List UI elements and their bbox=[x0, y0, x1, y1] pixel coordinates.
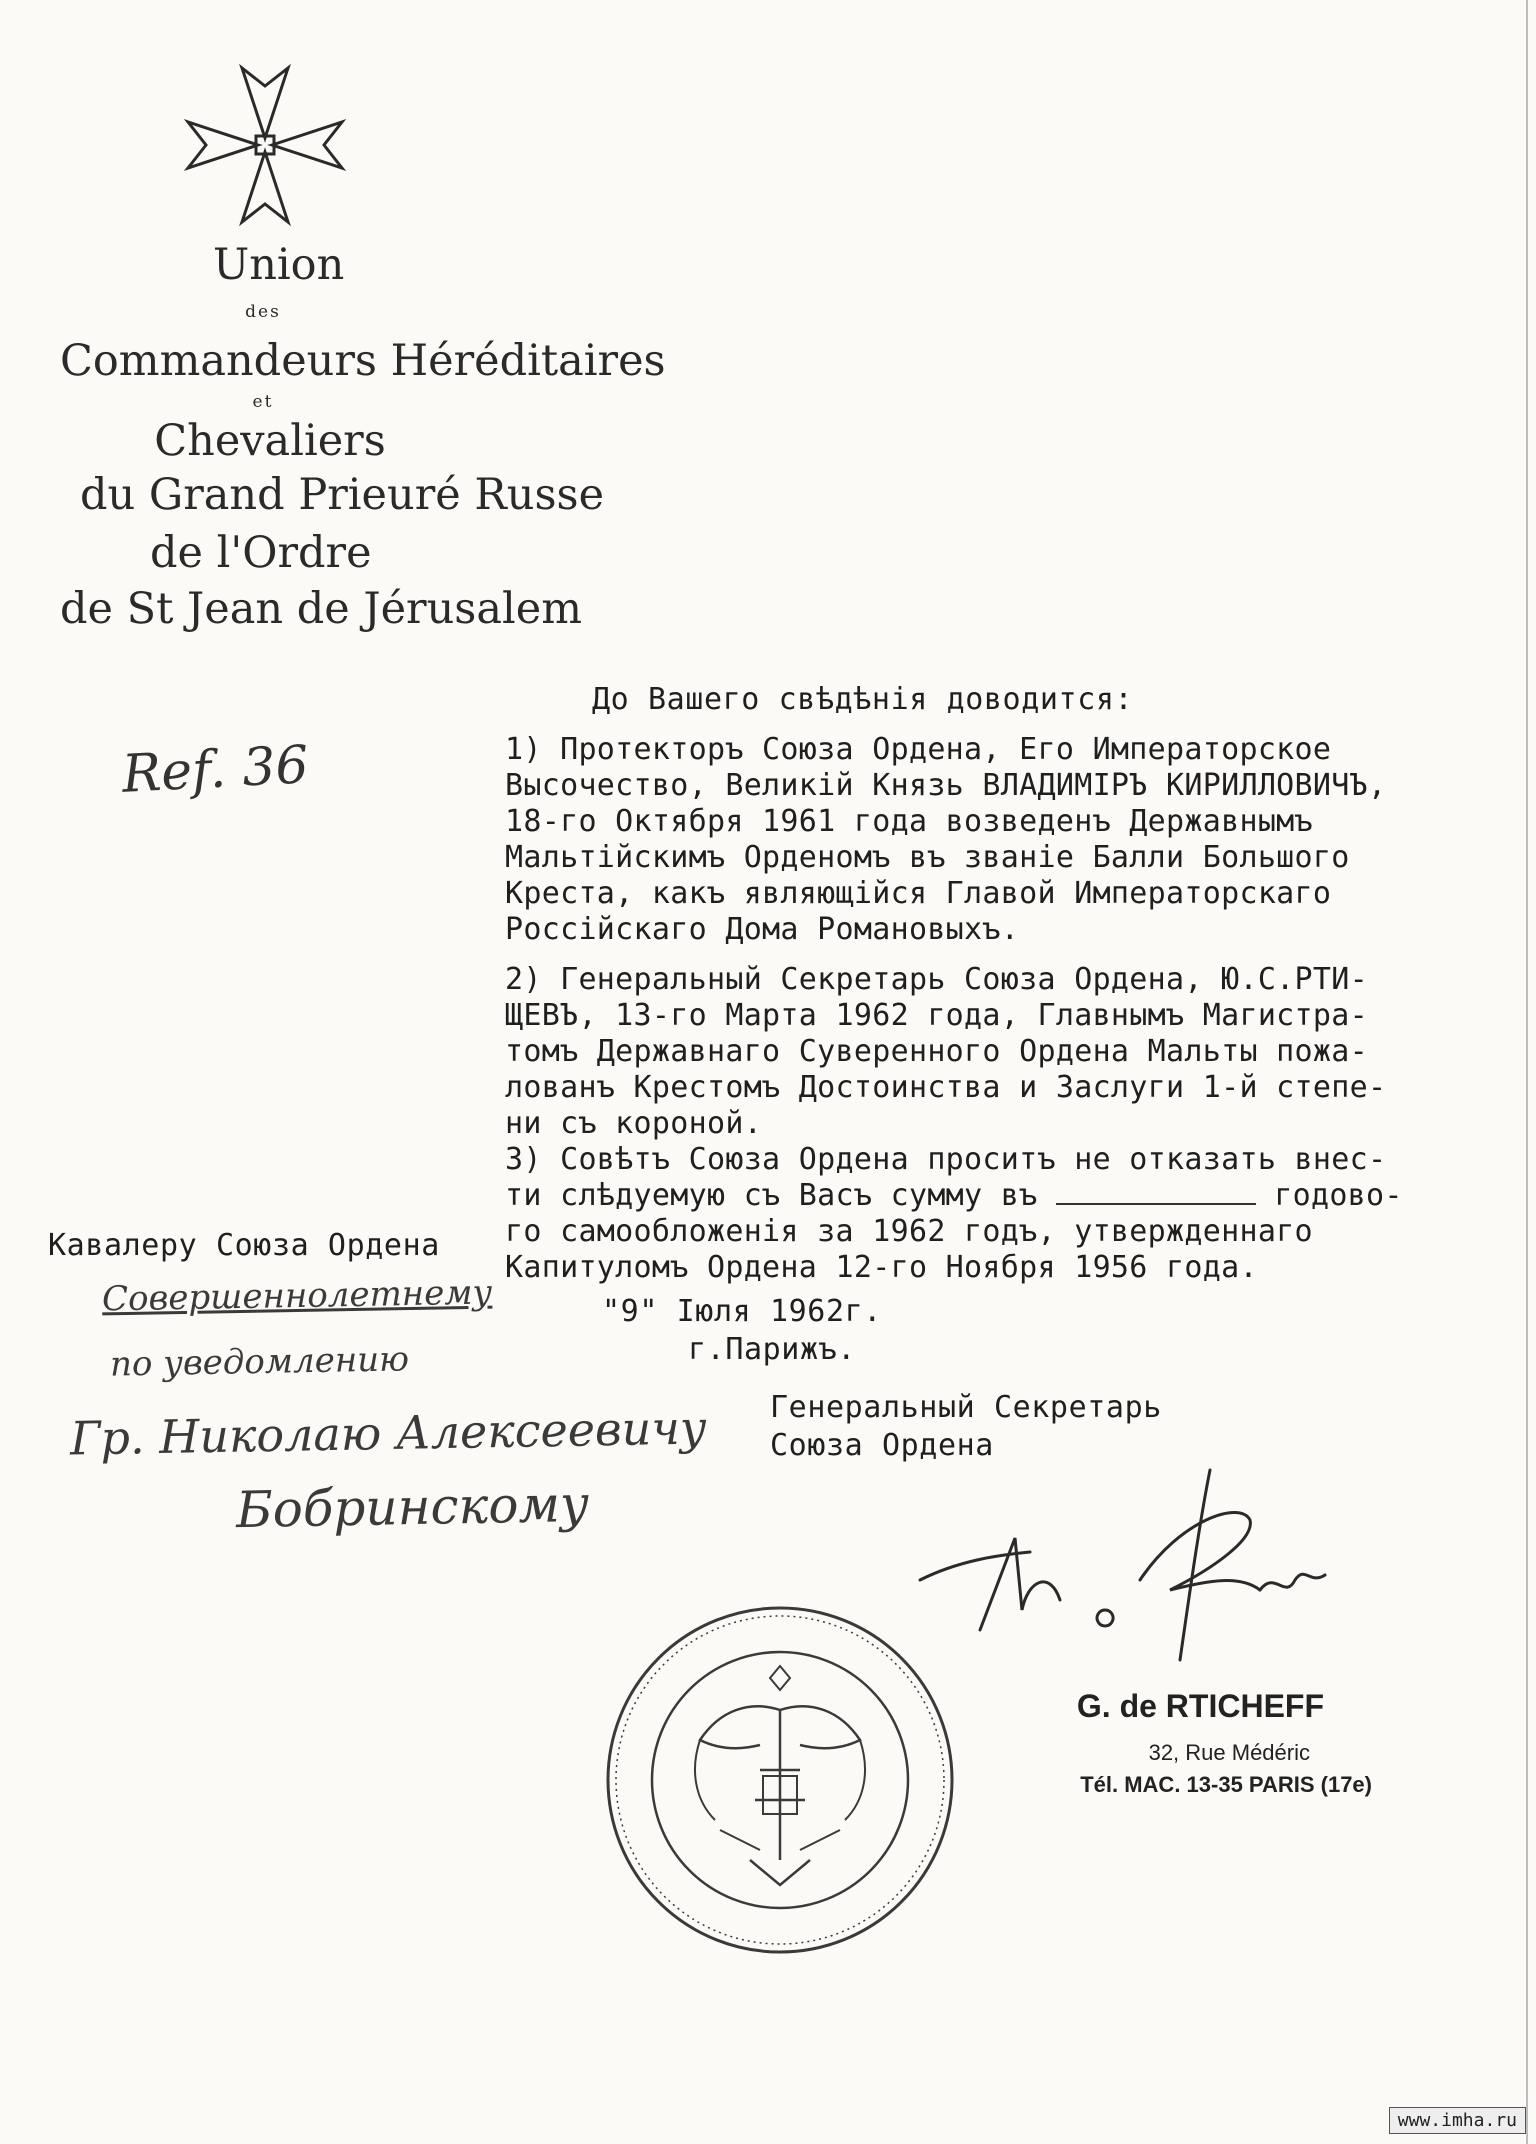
paragraph-3-line bbox=[505, 1178, 1505, 1214]
letterhead-ordre: de l'Ordre bbox=[150, 528, 372, 578]
paragraph-3-line: 3) Совѣтъ Союза Ордена проситъ не отказать внес- bbox=[505, 1142, 1387, 1177]
paragraph-2-line: ЩЕВЪ, 13-го Марта 1962 года, Главнымъ Магистра- bbox=[505, 998, 1368, 1033]
handwritten-line-4: Бобринскому bbox=[235, 1474, 590, 1540]
letterhead-st-jean: de St Jean de Jérusalem bbox=[60, 584, 582, 634]
double-eagle-seal bbox=[600, 1600, 960, 1960]
amount-blank-field bbox=[1056, 1179, 1256, 1205]
reference-number: Ref. 36 bbox=[120, 735, 310, 805]
letterhead-chevaliers: Chevaliers bbox=[154, 416, 386, 466]
paragraph-1-line: Креста, какъ являющійся Главой Императорскаго bbox=[505, 876, 1332, 911]
letterhead-et: et bbox=[252, 392, 274, 412]
paragraph-3 bbox=[505, 1142, 1505, 1286]
paragraph-1-line: Мальтійскимъ Орденомъ въ званіе Балли Большого bbox=[505, 840, 1350, 875]
paragraph-2 bbox=[505, 962, 1505, 1142]
paragraph-1 bbox=[505, 732, 1505, 948]
handwritten-line-1: Совершеннолетнему bbox=[101, 1272, 493, 1320]
handwritten-line-3: Гр. Николаю Алексеевичу bbox=[69, 1400, 708, 1466]
intro-line: До Вашего свѣдѣнія доводится: bbox=[592, 682, 1134, 717]
city-line: г.Парижъ. bbox=[688, 1332, 856, 1367]
handwritten-line-2: по уведомлению bbox=[109, 1339, 410, 1385]
paragraph-1-line: 1) Протекторъ Союза Ордена, Его Императорское bbox=[505, 732, 1332, 767]
letterhead-des: des bbox=[245, 302, 281, 322]
addressee-typed: Кавалеру Союза Ордена bbox=[48, 1228, 440, 1263]
paragraph-1-line: Россійскаго Дома Романовыхъ. bbox=[505, 912, 1020, 947]
website-watermark: www.imha.ru bbox=[1389, 2107, 1526, 2134]
paragraph-1-line: Высочество, Великій Князь ВЛАДИМІРЪ КИРИЛЛОВИЧЪ, bbox=[505, 768, 1387, 803]
paragraph-2-line: ни съ короной. bbox=[505, 1106, 763, 1141]
signatory-title-line-2: Союза Ордена bbox=[770, 1428, 994, 1463]
paragraph-2-line: томъ Державнаго Суверенного Ордена Мальты пожа- bbox=[505, 1034, 1368, 1069]
letterhead-union: Union bbox=[213, 240, 345, 290]
paragraph-3-text: годово- bbox=[1274, 1178, 1403, 1213]
paragraph-3-text: ти слѣдуемую съ Васъ сумму въ bbox=[505, 1178, 1038, 1213]
paragraph-3-line: Капитуломъ Ордена 12-го Ноября 1956 года. bbox=[505, 1250, 1258, 1285]
page-edge-line bbox=[1526, 0, 1528, 2144]
paragraph-1-line: 18-го Октября 1961 года возведенъ Державнымъ bbox=[505, 804, 1313, 839]
maltese-cross-emblem bbox=[180, 60, 350, 230]
signatory-title-line-1: Генеральный Секретарь bbox=[770, 1390, 1162, 1425]
handwritten-signature bbox=[910, 1460, 1330, 1690]
paragraph-2-line: 2) Генеральный Секретарь Союза Ордена, Ю.С.РТИ- bbox=[505, 962, 1368, 997]
address-stamp-street: 32, Rue Médéric bbox=[1148, 1740, 1310, 1765]
paragraph-2-line: лованъ Крестомъ Достоинства и Заслуги 1-й степе- bbox=[505, 1070, 1387, 1105]
letterhead-commandeurs: Commandeurs Héréditaires bbox=[60, 336, 666, 386]
date-line: "9" Іюля 1962г. bbox=[602, 1294, 882, 1329]
address-stamp-phone: Tél. MAC. 13-35 PARIS (17e) bbox=[1080, 1772, 1372, 1797]
address-stamp-name: G. de RTICHEFF bbox=[1076, 1688, 1324, 1724]
letterhead-grand-prieure: du Grand Prieuré Russe bbox=[80, 470, 605, 520]
paragraph-3-line: го самообложенія за 1962 годъ, утвержденнаго bbox=[505, 1214, 1313, 1249]
